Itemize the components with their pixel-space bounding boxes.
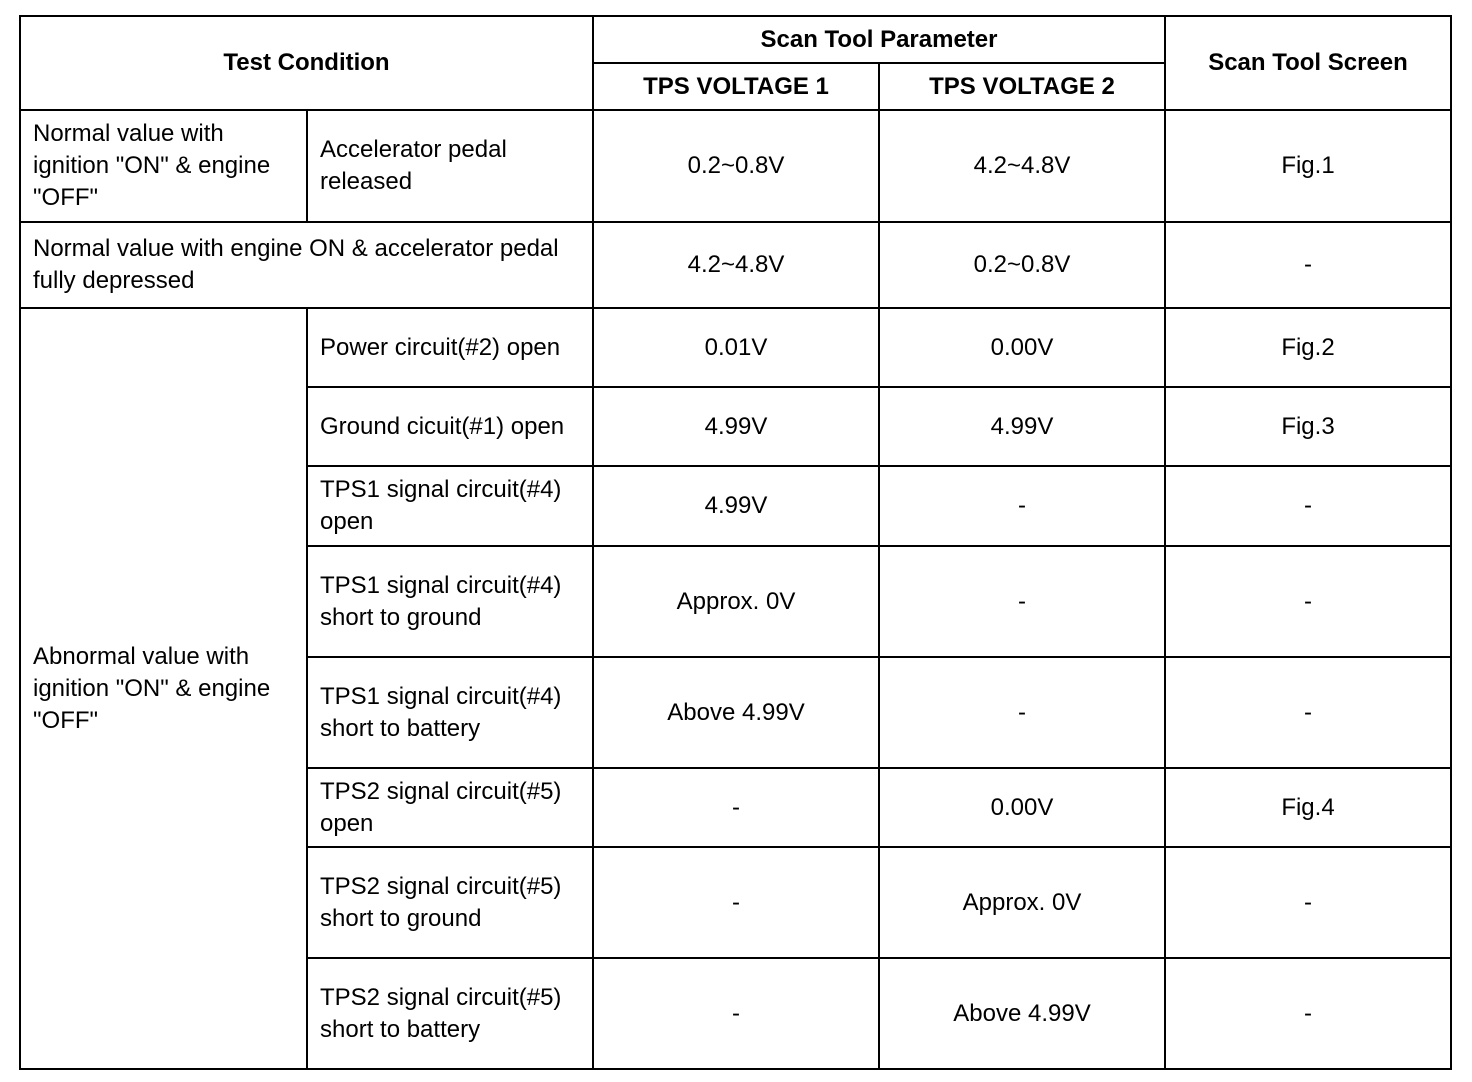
tps2-value: -: [879, 657, 1165, 768]
tps2-value: Approx. 0V: [879, 847, 1165, 958]
table-row: [20, 222, 1451, 308]
tps1-value: 4.99V: [593, 466, 879, 546]
condition-cell: TPS1 signal circuit(#4) short to battery: [307, 657, 593, 768]
table-row: [20, 308, 1451, 387]
screen-ref: -: [1165, 546, 1451, 657]
screen-ref: -: [1165, 222, 1451, 308]
document: [19, 15, 1452, 1070]
tps2-value: -: [879, 466, 1165, 546]
tps1-value: -: [593, 958, 879, 1069]
screen-ref: -: [1165, 847, 1451, 958]
tps2-value: Above 4.99V: [879, 958, 1165, 1069]
tps1-value: 4.2~4.8V: [593, 222, 879, 308]
tps1-value: 4.99V: [593, 387, 879, 466]
tps1-value: Approx. 0V: [593, 546, 879, 657]
tps1-value: -: [593, 768, 879, 847]
tps-test-table: [19, 15, 1452, 1070]
header-scan-tool-parameter: Scan Tool Parameter: [593, 16, 1165, 63]
tps2-value: 0.00V: [879, 768, 1165, 847]
tps2-value: 0.2~0.8V: [879, 222, 1165, 308]
tps2-value: -: [879, 546, 1165, 657]
tps1-value: 0.01V: [593, 308, 879, 387]
screen-ref: Fig.3: [1165, 387, 1451, 466]
condition-cell: TPS2 signal circuit(#5) short to ground: [307, 847, 593, 958]
screen-ref: Fig.2: [1165, 308, 1451, 387]
header-tps-voltage-1: TPS VOLTAGE 1: [593, 63, 879, 110]
tps2-value: 0.00V: [879, 308, 1165, 387]
screen-ref: Fig.1: [1165, 110, 1451, 222]
tps1-value: Above 4.99V: [593, 657, 879, 768]
tps1-value: -: [593, 847, 879, 958]
screen-ref: -: [1165, 958, 1451, 1069]
table-row: [20, 110, 1451, 222]
header-tps-voltage-2: TPS VOLTAGE 2: [879, 63, 1165, 110]
tps1-value: 0.2~0.8V: [593, 110, 879, 222]
condition-cell: TPS1 signal circuit(#4) short to ground: [307, 546, 593, 657]
condition-cell: TPS2 signal circuit(#5) open: [307, 768, 593, 847]
condition-cell: TPS2 signal circuit(#5) short to battery: [307, 958, 593, 1069]
screen-ref: -: [1165, 466, 1451, 546]
tps2-value: 4.99V: [879, 387, 1165, 466]
tps2-value: 4.2~4.8V: [879, 110, 1165, 222]
screen-ref: -: [1165, 657, 1451, 768]
condition-cell: Power circuit(#2) open: [307, 308, 593, 387]
header-row: [20, 16, 1451, 63]
condition-cell: Ground cicuit(#1) open: [307, 387, 593, 466]
group-normal-engine-on: Normal value with engine ON & accelerator pedal fully depressed: [20, 222, 593, 308]
group-abnormal: Abnormal value with ignition "ON" & engine "OFF": [20, 308, 307, 1069]
condition-cell: TPS1 signal circuit(#4) open: [307, 466, 593, 546]
condition-cell: Accelerator pedal released: [307, 110, 593, 222]
header-test-condition: Test Condition: [20, 16, 593, 110]
screen-ref: Fig.4: [1165, 768, 1451, 847]
group-normal-ignition: Normal value with ignition "ON" & engine "OFF": [20, 110, 307, 222]
header-scan-tool-screen: Scan Tool Screen: [1165, 16, 1451, 110]
